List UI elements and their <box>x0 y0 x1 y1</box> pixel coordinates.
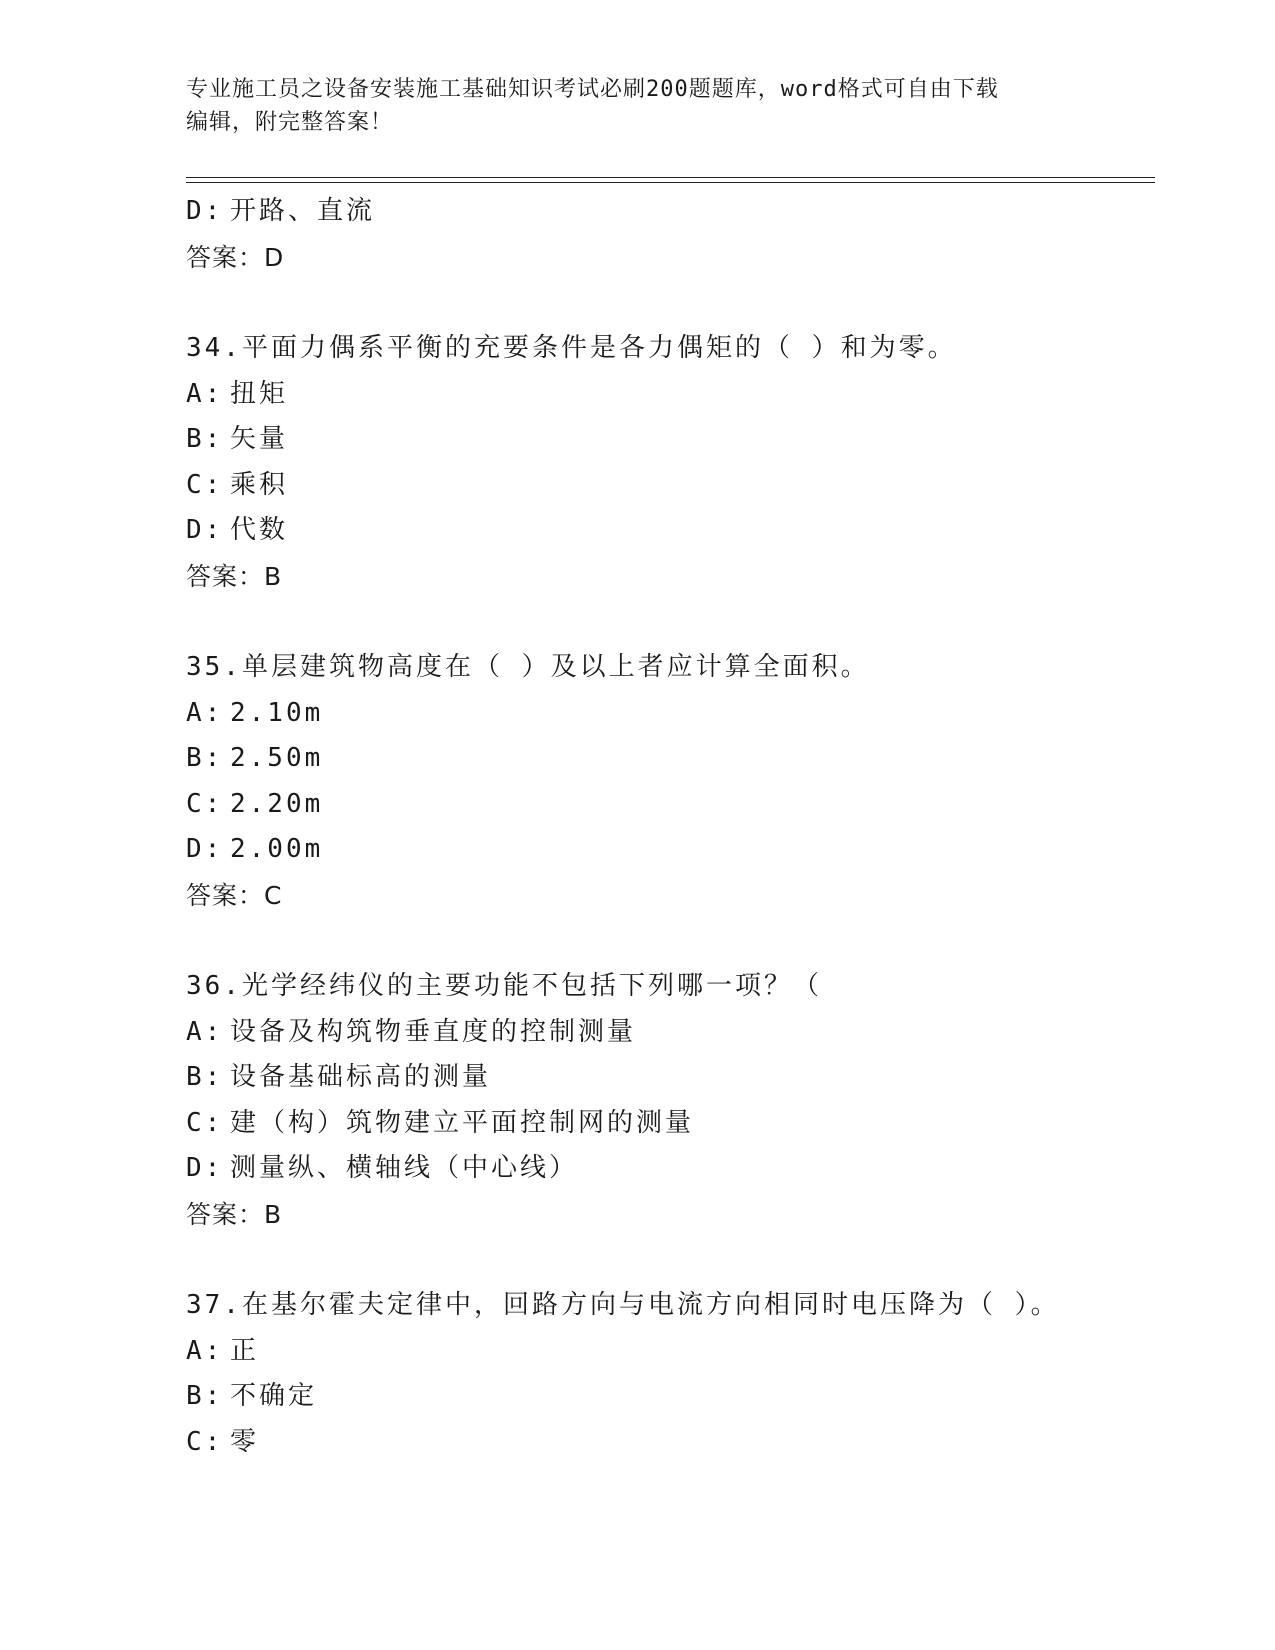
header-divider-top <box>186 177 1155 178</box>
option-text: 零 <box>230 1426 260 1457</box>
question-stem-35: 35.单层建筑物高度在（ ）及以上者应计算全面积。 <box>186 652 870 682</box>
option-text: 2.20m <box>230 788 324 819</box>
option-label: A: <box>186 1016 224 1047</box>
header-divider-bottom <box>186 182 1155 183</box>
option-label: D: <box>186 196 224 226</box>
option-text: 设备及构筑物垂直度的控制测量 <box>230 1016 637 1047</box>
spacer <box>186 918 1155 964</box>
q34-answer: 答案：B <box>186 561 283 591</box>
option-label: C: <box>186 469 224 500</box>
q35-option-c <box>186 782 1155 828</box>
q35-option-b <box>186 736 1155 782</box>
question-stem-37: 37.在基尔霍夫定律中，回路方向与电流方向相同时电压降为（ ）。 <box>186 1290 1060 1320</box>
q34-option-b <box>186 417 1155 463</box>
spacer <box>186 599 1155 645</box>
option-text: 2.10m <box>230 697 324 728</box>
q36-option-a <box>186 1010 1155 1056</box>
option-label: B: <box>186 1062 224 1092</box>
option-label: D: <box>186 515 224 545</box>
question-stem-36: 36.光学经纬仪的主要功能不包括下列哪一项？（ <box>186 971 822 1001</box>
option-text: 矢量 <box>230 424 289 454</box>
q34-option-d <box>186 508 1155 554</box>
q37-option-a <box>186 1329 1155 1375</box>
q35-answer: 答案：C <box>186 880 283 910</box>
option-text: 扭矩 <box>230 378 289 409</box>
header-title-line2: 编辑，附完整答案！ <box>186 110 394 135</box>
q37-option-b <box>186 1374 1155 1420</box>
q34-option-c <box>186 463 1155 509</box>
q35-option-a <box>186 691 1155 737</box>
q36-answer: 答案：B <box>186 1199 283 1229</box>
spacer <box>186 280 1155 326</box>
option-text: 正 <box>230 1335 260 1366</box>
q35-option-d <box>186 827 1155 873</box>
option-label: B: <box>186 424 224 454</box>
q37-option-c <box>186 1420 1155 1466</box>
option-label: D: <box>186 834 224 864</box>
option-text: 乘积 <box>230 469 289 500</box>
spacer <box>186 1237 1155 1283</box>
question-list <box>186 189 1155 1465</box>
option-label: B: <box>186 743 224 773</box>
q36-option-d <box>186 1146 1155 1192</box>
option-text: 不确定 <box>230 1381 318 1411</box>
option-label: A: <box>186 378 224 409</box>
option-text: 建（构）筑物建立平面控制网的测量 <box>230 1107 695 1138</box>
option-text: 开路、直流 <box>230 196 376 226</box>
option-text: 2.00m <box>230 834 324 864</box>
option-text: 设备基础标高的测量 <box>230 1062 492 1092</box>
option-label: C: <box>186 1107 224 1138</box>
prev-answer: 答案：D <box>186 242 285 272</box>
q36-option-b <box>186 1055 1155 1101</box>
question-stem-34: 34.平面力偶系平衡的充要条件是各力偶矩的（ ）和为零。 <box>186 333 957 363</box>
q34-option-a <box>186 372 1155 418</box>
option-label: A: <box>186 1335 224 1366</box>
document-header <box>186 73 1066 139</box>
option-label: C: <box>186 1426 224 1457</box>
option-text: 2.50m <box>230 743 324 773</box>
option-label: B: <box>186 1381 224 1411</box>
option-label: A: <box>186 697 224 728</box>
header-title-line1: 专业施工员之设备安装施工基础知识考试必刷200题题库，word格式可自由下载 <box>186 77 999 102</box>
prev-option-d <box>186 189 1155 235</box>
option-label: C: <box>186 788 224 819</box>
option-text: 测量纵、横轴线（中心线） <box>230 1153 579 1183</box>
option-text: 代数 <box>230 515 289 545</box>
option-label: D: <box>186 1153 224 1183</box>
q36-option-c <box>186 1101 1155 1147</box>
